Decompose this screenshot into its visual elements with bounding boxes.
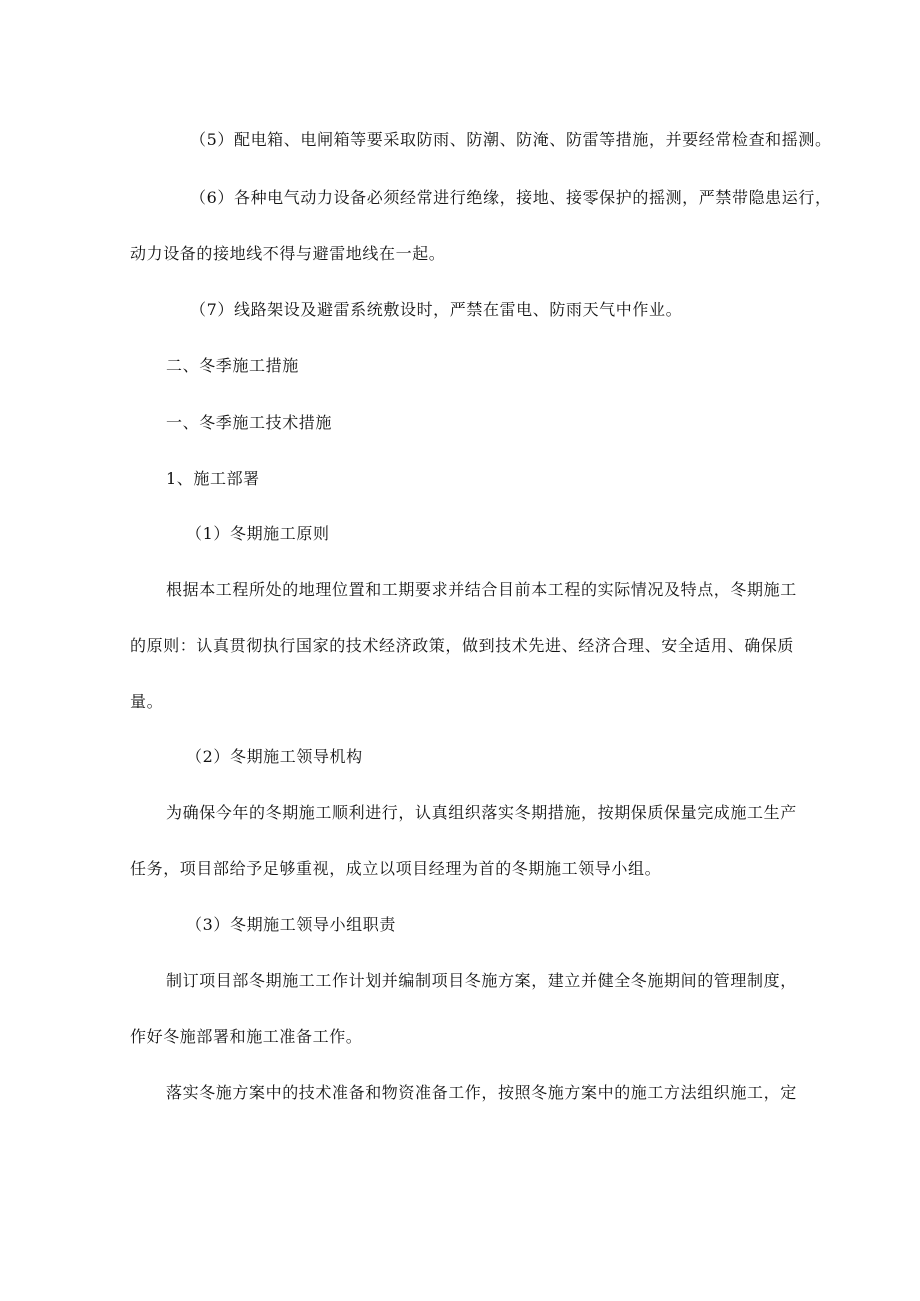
item-heading-principles: （1）冬期施工原则 [186,524,330,543]
paragraph-implementation-line-1: 落实冬施方案中的技术准备和物资准备工作，按照冬施方案中的施工方法组织施工，定 [166,1083,797,1102]
item-heading-responsibilities: （3）冬期施工领导小组职责 [186,915,396,934]
list-item-7: （7）线路架设及避雷系统敷设时，严禁在雷电、防雨天气中作业。 [190,300,683,319]
section-heading-winter-technical-measures: 一、冬季施工技术措施 [166,413,333,432]
paragraph-responsibilities-line-2: 作好冬施部署和施工准备工作。 [130,1027,363,1046]
paragraph-responsibilities-line-1: 制订项目部冬期施工工作计划并编制项目冬施方案，建立并健全冬施期间的管理制度， [166,971,797,990]
item-heading-leadership: （2）冬期施工领导机构 [186,747,363,766]
list-item-5: （5）配电箱、电闸箱等要采取防雨、防潮、防淹、防雷等措施，并要经常检查和摇测。 [190,130,832,149]
paragraph-leadership-line-2: 任务，项目部给予足够重视，成立以项目经理为首的冬期施工领导小组。 [130,859,662,878]
list-item-6: （6）各种电气动力设备必须经常进行绝缘，接地、接零保护的摇测，严禁带隐患运行， [190,188,832,207]
paragraph-leadership-line-1: 为确保今年的冬期施工顺利进行，认真组织落实冬期措施，按期保质保量完成施工生产 [166,803,797,822]
list-item-6-continued: 动力设备的接地线不得与避雷地线在一起。 [130,244,446,263]
paragraph-principles-line-2: 的原则：认真贯彻执行国家的技术经济政策，做到技术先进、经济合理、安全适用、确保质 [130,636,795,655]
paragraph-principles-line-1: 根据本工程所处的地理位置和工期要求并结合目前本工程的实际情况及特点，冬期施工 [166,580,797,599]
section-heading-winter-measures: 二、冬季施工措施 [166,356,299,375]
paragraph-principles-line-3: 量。 [130,692,164,711]
subsection-heading-construction-deployment: 1、施工部署 [166,469,260,488]
